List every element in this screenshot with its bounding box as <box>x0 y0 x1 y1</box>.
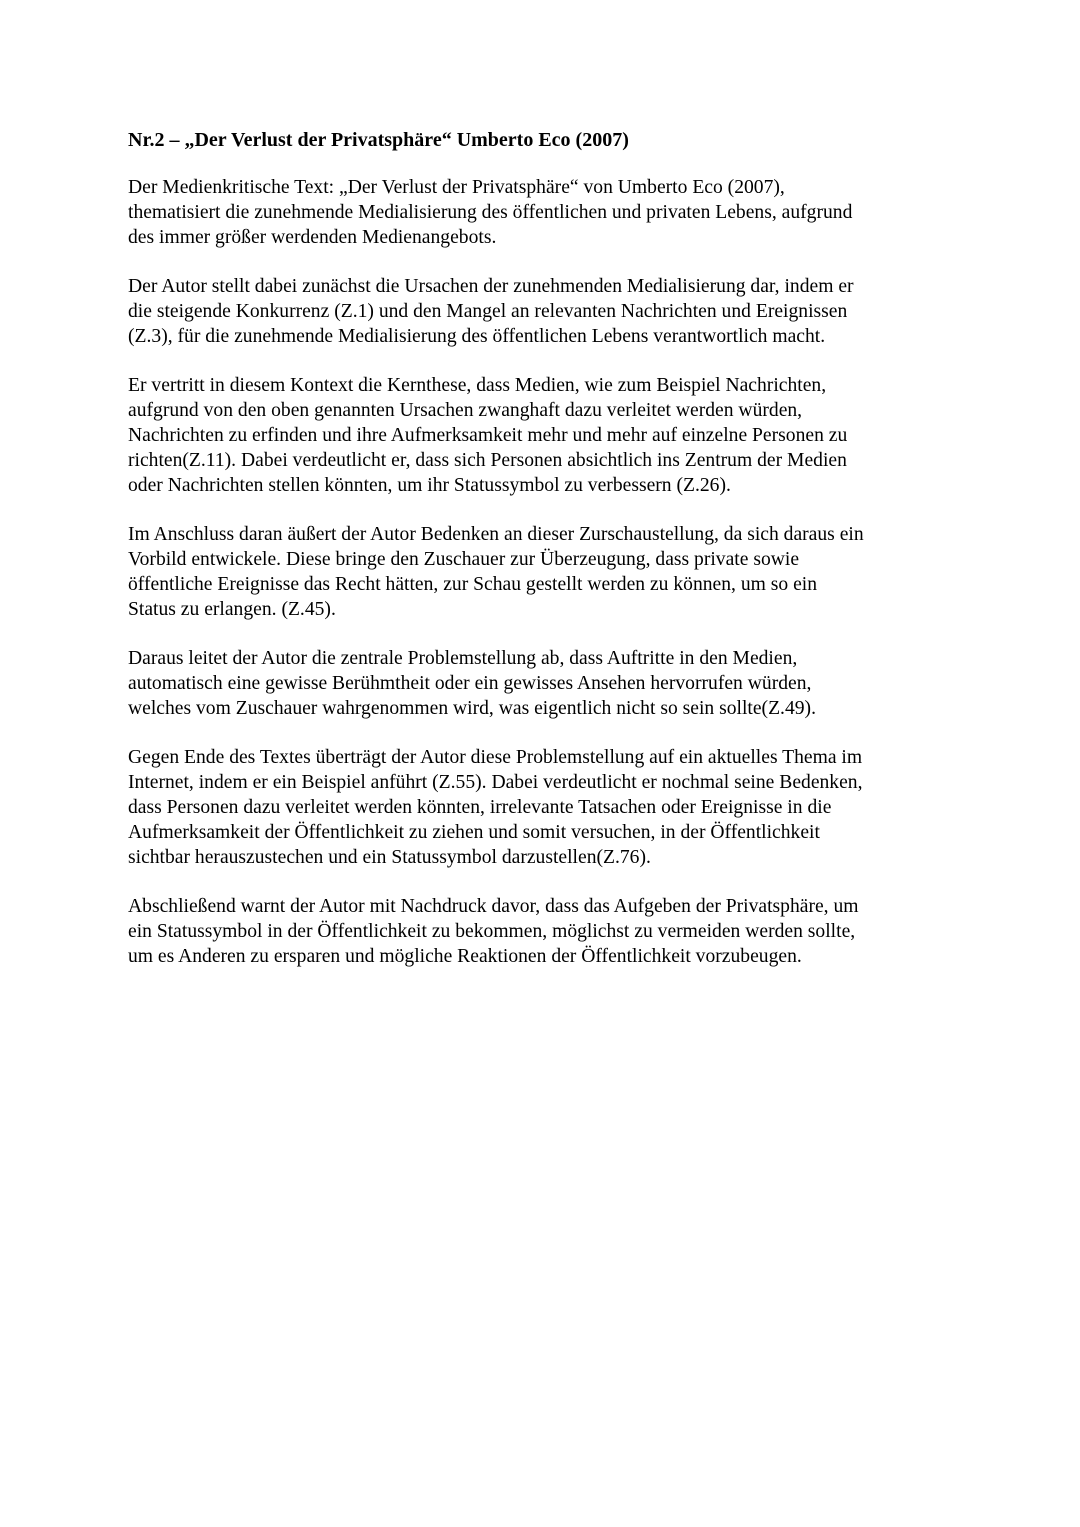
paragraph-line: um es Anderen zu ersparen und mögliche Reaktionen der Öffentlichkeit vorzubeugen. <box>128 946 802 967</box>
paragraph-line: des immer größer werdenden Medienangebots. <box>128 227 497 248</box>
paragraph-line: Im Anschluss daran äußert der Autor Bedenken an dieser Zurschaustellung, da sich daraus ein <box>128 524 864 545</box>
paragraph-line: Nachrichten zu erfinden und ihre Aufmerksamkeit mehr und mehr auf einzelne Personen zu <box>128 425 848 446</box>
paragraph-line: Der Medienkritische Text: „Der Verlust der Privatsphäre“ von Umberto Eco (2007), <box>128 177 785 198</box>
paragraph <box>128 646 963 721</box>
paragraph-line: automatisch eine gewisse Berühmtheit oder ein gewisses Ansehen hervorrufen würden, <box>128 673 812 694</box>
paragraph-line: dass Personen dazu verleitet werden könnten, irrelevante Tatsachen oder Ereignisse in die <box>128 797 832 818</box>
paragraph-line: Der Autor stellt dabei zunächst die Ursachen der zunehmenden Medialisierung dar, indem er <box>128 276 854 297</box>
paragraph <box>128 373 963 498</box>
paragraph-line: Aufmerksamkeit der Öffentlichkeit zu ziehen und somit versuchen, in der Öffentlichkeit <box>128 822 820 843</box>
paragraph-line: die steigende Konkurrenz (Z.1) und den Mangel an relevanten Nachrichten und Ereignissen <box>128 301 848 322</box>
paragraph <box>128 175 963 250</box>
paragraph <box>128 522 963 622</box>
paragraph-line: (Z.3), für die zunehmende Medialisierung des öffentlichen Lebens verantwortlich macht. <box>128 326 826 347</box>
paragraph <box>128 894 963 969</box>
paragraph-line: oder Nachrichten stellen könnten, um ihr Statussymbol zu verbessern (Z.26). <box>128 475 731 496</box>
paragraph <box>128 745 963 870</box>
paragraph-list <box>128 175 963 969</box>
paragraph-line: richten(Z.11). Dabei verdeutlicht er, dass sich Personen absichtlich ins Zentrum der Medien <box>128 450 847 471</box>
document-title: Nr.2 – „Der Verlust der Privatsphäre“ Umberto Eco (2007) <box>128 129 629 151</box>
paragraph-line: welches vom Zuschauer wahrgenommen wird, was eigentlich nicht so sein sollte(Z.49). <box>128 698 816 719</box>
paragraph-line: Internet, indem er ein Beispiel anführt (Z.55). Dabei verdeutlicht er nochmal seine Bedenken, <box>128 772 863 793</box>
paragraph-line: ein Statussymbol in der Öffentlichkeit zu bekommen, möglichst zu vermeiden werden sollte, <box>128 921 856 942</box>
paragraph-line: Gegen Ende des Textes überträgt der Autor diese Problemstellung auf ein aktuelles Thema im <box>128 747 863 768</box>
paragraph-line: öffentliche Ereignisse das Recht hätten, zur Schau gestellt werden zu können, um so ein <box>128 574 818 595</box>
paragraph <box>128 274 963 349</box>
document-body <box>128 128 963 993</box>
paragraph-line: Abschließend warnt der Autor mit Nachdruck davor, dass das Aufgeben der Privatsphäre, um <box>128 896 859 917</box>
paragraph-line: sichtbar herauszustechen und ein Statussymbol darzustellen(Z.76). <box>128 847 651 868</box>
paragraph-line: Vorbild entwickele. Diese bringe den Zuschauer zur Überzeugung, dass private sowie <box>128 549 800 570</box>
paragraph-line: Daraus leitet der Autor die zentrale Problemstellung ab, dass Auftritte in den Medien, <box>128 648 798 669</box>
paragraph-line: Status zu erlangen. (Z.45). <box>128 599 336 620</box>
paragraph-line: Er vertritt in diesem Kontext die Kernthese, dass Medien, wie zum Beispiel Nachrichten, <box>128 375 827 396</box>
paragraph-line: aufgrund von den oben genannten Ursachen zwanghaft dazu verleitet werden würden, <box>128 400 803 421</box>
paragraph-line: thematisiert die zunehmende Medialisierung des öffentlichen und privaten Lebens, aufgrund <box>128 202 853 223</box>
